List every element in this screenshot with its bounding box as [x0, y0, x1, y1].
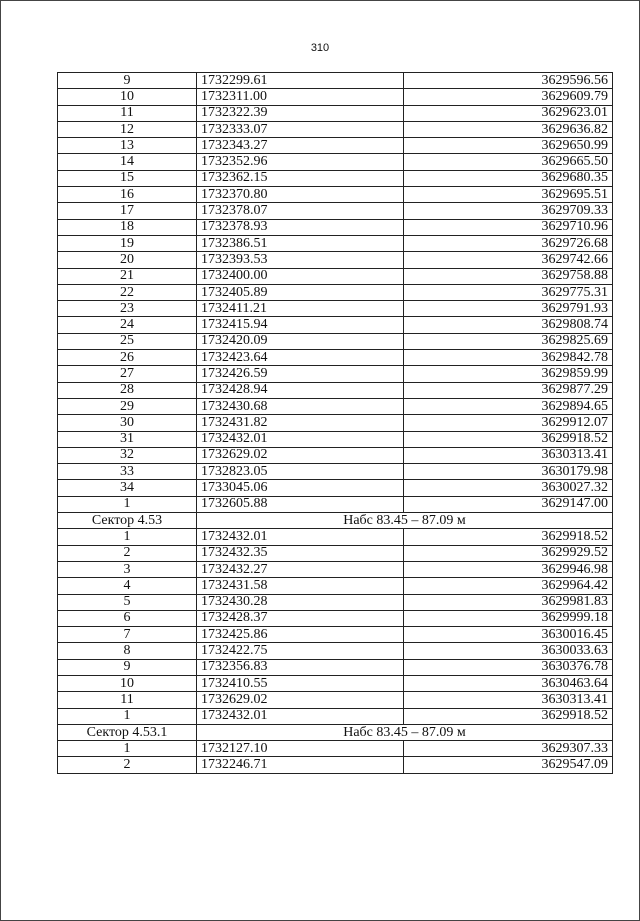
y-coordinate: 3629147.00: [404, 496, 613, 512]
y-coordinate: 3630376.78: [404, 659, 613, 675]
y-coordinate: 3630179.98: [404, 464, 613, 480]
sector-name: Сектор 4.53: [58, 513, 197, 529]
x-coordinate: 1732393.53: [197, 252, 404, 268]
x-coordinate: 1732378.93: [197, 219, 404, 235]
y-coordinate: 3629929.52: [404, 545, 613, 561]
x-coordinate: 1732400.00: [197, 268, 404, 284]
y-coordinate: 3629623.01: [404, 105, 613, 121]
table-row: [58, 675, 613, 691]
x-coordinate: 1732411.21: [197, 301, 404, 317]
point-number: 18: [58, 219, 197, 235]
x-coordinate: 1732386.51: [197, 235, 404, 251]
x-coordinate: 1732423.64: [197, 350, 404, 366]
table-row: [58, 529, 613, 545]
table-row: [58, 138, 613, 154]
point-number: 11: [58, 692, 197, 708]
y-coordinate: 3629842.78: [404, 350, 613, 366]
y-coordinate: 3629918.52: [404, 431, 613, 447]
point-number: 23: [58, 301, 197, 317]
y-coordinate: 3629742.66: [404, 252, 613, 268]
table-row: [58, 447, 613, 463]
x-coordinate: 1732405.89: [197, 284, 404, 300]
point-number: 2: [58, 545, 197, 561]
x-coordinate: 1732127.10: [197, 741, 404, 757]
x-coordinate: 1732352.96: [197, 154, 404, 170]
table-row: [58, 464, 613, 480]
x-coordinate: 1732378.07: [197, 203, 404, 219]
point-number: 1: [58, 708, 197, 724]
point-number: 24: [58, 317, 197, 333]
y-coordinate: 3629999.18: [404, 610, 613, 626]
table-row: [58, 366, 613, 382]
y-coordinate: 3629825.69: [404, 333, 613, 349]
table-row: [58, 203, 613, 219]
y-coordinate: 3629307.33: [404, 741, 613, 757]
x-coordinate: 1732430.68: [197, 398, 404, 414]
x-coordinate: 1732322.39: [197, 105, 404, 121]
table-row: [58, 692, 613, 708]
table-row: [58, 317, 613, 333]
point-number: 1: [58, 496, 197, 512]
point-number: 9: [58, 73, 197, 89]
y-coordinate: 3629791.93: [404, 301, 613, 317]
sector-name: Сектор 4.53.1: [58, 724, 197, 740]
x-coordinate: 1732431.58: [197, 578, 404, 594]
x-coordinate: 1732432.01: [197, 529, 404, 545]
table-row: [58, 594, 613, 610]
x-coordinate: 1732432.01: [197, 708, 404, 724]
x-coordinate: 1732629.02: [197, 447, 404, 463]
table-row: [58, 154, 613, 170]
y-coordinate: 3629981.83: [404, 594, 613, 610]
x-coordinate: 1732370.80: [197, 187, 404, 203]
x-coordinate: 1732431.82: [197, 415, 404, 431]
table-row: [58, 235, 613, 251]
table-row: [58, 121, 613, 137]
table-row: [58, 578, 613, 594]
page-number: 310: [310, 42, 330, 54]
point-number: 13: [58, 138, 197, 154]
point-number: 14: [58, 154, 197, 170]
table-row: [58, 398, 613, 414]
y-coordinate: 3629547.09: [404, 757, 613, 773]
y-coordinate: 3629680.35: [404, 170, 613, 186]
table-row: [58, 708, 613, 724]
y-coordinate: 3629918.52: [404, 708, 613, 724]
sector-height-range: Набс 83.45 – 87.09 м: [197, 513, 613, 529]
y-coordinate: 3629808.74: [404, 317, 613, 333]
x-coordinate: 1732425.86: [197, 627, 404, 643]
y-coordinate: 3629918.52: [404, 529, 613, 545]
x-coordinate: 1732422.75: [197, 643, 404, 659]
point-number: 29: [58, 398, 197, 414]
point-number: 20: [58, 252, 197, 268]
x-coordinate: 1732420.09: [197, 333, 404, 349]
point-number: 31: [58, 431, 197, 447]
point-number: 2: [58, 757, 197, 773]
x-coordinate: 1732432.35: [197, 545, 404, 561]
y-coordinate: 3630313.41: [404, 692, 613, 708]
sector-height-range: Набс 83.45 – 87.09 м: [197, 724, 613, 740]
table-row: [58, 480, 613, 496]
y-coordinate: 3630313.41: [404, 447, 613, 463]
table-row: [58, 643, 613, 659]
x-coordinate: 1732605.88: [197, 496, 404, 512]
y-coordinate: 3629859.99: [404, 366, 613, 382]
table-row: [58, 73, 613, 89]
point-number: 9: [58, 659, 197, 675]
table-row: [58, 659, 613, 675]
table-row: [58, 350, 613, 366]
x-coordinate: 1732356.83: [197, 659, 404, 675]
y-coordinate: 3629636.82: [404, 121, 613, 137]
y-coordinate: 3629946.98: [404, 561, 613, 577]
table-row: [58, 89, 613, 105]
point-number: 5: [58, 594, 197, 610]
y-coordinate: 3629877.29: [404, 382, 613, 398]
point-number: 1: [58, 741, 197, 757]
y-coordinate: 3629695.51: [404, 187, 613, 203]
x-coordinate: 1732415.94: [197, 317, 404, 333]
y-coordinate: 3630016.45: [404, 627, 613, 643]
point-number: 12: [58, 121, 197, 137]
x-coordinate: 1732343.27: [197, 138, 404, 154]
point-number: 1: [58, 529, 197, 545]
table-row: [58, 627, 613, 643]
y-coordinate: 3629894.65: [404, 398, 613, 414]
table-row: [58, 333, 613, 349]
y-coordinate: 3629912.07: [404, 415, 613, 431]
y-coordinate: 3629775.31: [404, 284, 613, 300]
x-coordinate: 1732426.59: [197, 366, 404, 382]
y-coordinate: 3629650.99: [404, 138, 613, 154]
x-coordinate: 1732432.27: [197, 561, 404, 577]
y-coordinate: 3629609.79: [404, 89, 613, 105]
table-row: [58, 170, 613, 186]
x-coordinate: 1732428.94: [197, 382, 404, 398]
point-number: 19: [58, 235, 197, 251]
x-coordinate: 1732246.71: [197, 757, 404, 773]
table-row: [58, 301, 613, 317]
point-number: 26: [58, 350, 197, 366]
x-coordinate: 1732311.00: [197, 89, 404, 105]
point-number: 11: [58, 105, 197, 121]
y-coordinate: 3630463.64: [404, 675, 613, 691]
y-coordinate: 3629665.50: [404, 154, 613, 170]
x-coordinate: 1732432.01: [197, 431, 404, 447]
point-number: 17: [58, 203, 197, 219]
table-row: [58, 382, 613, 398]
point-number: 4: [58, 578, 197, 594]
point-number: 22: [58, 284, 197, 300]
coordinates-table: [57, 72, 613, 774]
sector-header-row: [58, 724, 613, 740]
y-coordinate: 3629726.68: [404, 235, 613, 251]
point-number: 10: [58, 675, 197, 691]
table-row: [58, 105, 613, 121]
point-number: 30: [58, 415, 197, 431]
point-number: 6: [58, 610, 197, 626]
table-row: [58, 561, 613, 577]
point-number: 34: [58, 480, 197, 496]
y-coordinate: 3629710.96: [404, 219, 613, 235]
point-number: 32: [58, 447, 197, 463]
table-row: [58, 268, 613, 284]
table-row: [58, 252, 613, 268]
y-coordinate: 3629964.42: [404, 578, 613, 594]
sector-header-row: [58, 513, 613, 529]
point-number: 25: [58, 333, 197, 349]
table-row: [58, 757, 613, 773]
table-row: [58, 415, 613, 431]
table-row: [58, 545, 613, 561]
table-row: [58, 610, 613, 626]
point-number: 27: [58, 366, 197, 382]
point-number: 15: [58, 170, 197, 186]
table-row: [58, 496, 613, 512]
x-coordinate: 1732333.07: [197, 121, 404, 137]
point-number: 33: [58, 464, 197, 480]
x-coordinate: 1732428.37: [197, 610, 404, 626]
y-coordinate: 3630027.32: [404, 480, 613, 496]
point-number: 8: [58, 643, 197, 659]
y-coordinate: 3629758.88: [404, 268, 613, 284]
x-coordinate: 1733045.06: [197, 480, 404, 496]
y-coordinate: 3630033.63: [404, 643, 613, 659]
table-row: [58, 431, 613, 447]
coordinates-table-body: [58, 73, 613, 774]
x-coordinate: 1732299.61: [197, 73, 404, 89]
point-number: 3: [58, 561, 197, 577]
table-row: [58, 219, 613, 235]
point-number: 10: [58, 89, 197, 105]
y-coordinate: 3629709.33: [404, 203, 613, 219]
x-coordinate: 1732823.05: [197, 464, 404, 480]
x-coordinate: 1732430.28: [197, 594, 404, 610]
table-row: [58, 284, 613, 300]
point-number: 16: [58, 187, 197, 203]
y-coordinate: 3629596.56: [404, 73, 613, 89]
point-number: 21: [58, 268, 197, 284]
table-row: [58, 741, 613, 757]
table-row: [58, 187, 613, 203]
point-number: 7: [58, 627, 197, 643]
x-coordinate: 1732410.55: [197, 675, 404, 691]
x-coordinate: 1732629.02: [197, 692, 404, 708]
point-number: 28: [58, 382, 197, 398]
x-coordinate: 1732362.15: [197, 170, 404, 186]
